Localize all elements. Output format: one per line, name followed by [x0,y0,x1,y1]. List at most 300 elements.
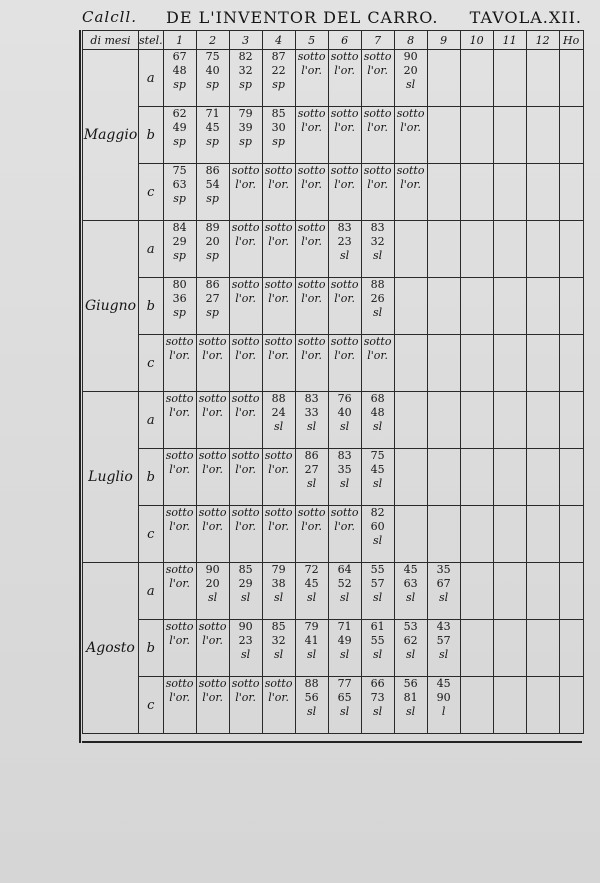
cell-value: 66 [370,677,385,690]
cell-value: sotto [264,278,293,291]
cell-value: sotto [198,449,227,462]
cell-value: sl [307,591,317,604]
cell-value: sl [373,705,383,718]
hour-cell [163,50,196,107]
column-header: 1 [163,31,196,50]
cell-value: sotto [330,506,359,519]
cell-value: sotto [396,164,425,177]
cell-value: 90 [436,691,451,704]
hour-cell [493,563,526,620]
hour-cell [229,563,262,620]
cell-value: sotto [198,392,227,405]
cell-value: sp [239,135,252,148]
hour-cell [328,506,361,563]
star-letter: c [139,164,164,221]
hour-cell [361,50,394,107]
hour-cell [460,392,493,449]
hour-cell [394,392,427,449]
cell-value: 35 [436,563,451,576]
cell-value: 29 [238,577,253,590]
cell-value: sp [206,78,219,91]
hour-cell [295,221,328,278]
cell-value: l'or. [235,235,256,248]
cell-value: 38 [271,577,286,590]
cell-value: sl [208,591,218,604]
hour-cell [229,335,262,392]
cell-value: sp [173,306,186,319]
cell-value: sotto [297,221,326,234]
hour-cell [361,563,394,620]
hour-cell [394,107,427,164]
cell-value: sotto [231,335,260,348]
hour-cell [427,50,460,107]
star-letter: b [139,620,164,677]
cell-value: l [441,705,446,718]
hour-cell [295,506,328,563]
hour-cell [262,506,295,563]
cell-value: l'or. [235,691,256,704]
hour-cell [196,164,229,221]
month-name: Maggio [83,50,139,221]
hour-cell [427,620,460,677]
hour-cell [295,278,328,335]
hour-cell [196,107,229,164]
hour-cell [361,221,394,278]
cell-value: l'or. [334,121,355,134]
cell-value: 29 [172,235,187,248]
cell-value: 45 [205,121,220,134]
hour-cell [427,107,460,164]
hour-cell [394,164,427,221]
cell-value: sotto [165,392,194,405]
cell-value: 63 [403,577,418,590]
cell-value: sotto [330,50,359,63]
cell-value: sotto [264,506,293,519]
cell-value: l'or. [268,349,289,362]
star-letter: b [139,278,164,335]
cell-value: sotto [330,164,359,177]
cell-value: 40 [205,64,220,77]
hour-cell [328,164,361,221]
cell-value: sp [239,78,252,91]
cell-value: sotto [297,278,326,291]
cell-value: l'or. [169,634,190,647]
hour-cell [493,620,526,677]
cell-value: l'or. [235,292,256,305]
cell-value: sl [340,420,350,433]
cell-value: l'or. [169,691,190,704]
hour-cell [361,278,394,335]
cell-value: 75 [370,449,385,462]
hour-cell [460,50,493,107]
hour-cell [229,620,262,677]
cell-value: l'or. [334,292,355,305]
hour-cell [229,107,262,164]
column-header: 12 [526,31,559,50]
cell-value: 56 [304,691,319,704]
cell-value: 53 [403,620,418,633]
cell-value: 32 [238,64,253,77]
month-name: Luglio [83,392,139,563]
cell-value: l'or. [202,634,223,647]
star-letter: b [139,449,164,506]
cell-value: sotto [231,677,260,690]
hour-cell [427,677,460,734]
cell-value: 49 [337,634,352,647]
column-header: 6 [328,31,361,50]
hour-cell [328,677,361,734]
cell-value: 79 [238,107,253,120]
column-header: 9 [427,31,460,50]
hour-cell [295,677,328,734]
hour-cell [196,221,229,278]
month-name: Giugno [83,221,139,392]
hour-cell [526,278,559,335]
cell-value: 33 [304,406,319,419]
table-body [83,50,584,734]
hour-cell [295,563,328,620]
hour-cell [262,335,295,392]
hour-cell [427,221,460,278]
cell-value: l'or. [169,349,190,362]
cell-value: 45 [370,463,385,476]
column-header: 10 [460,31,493,50]
cell-value: sotto [297,50,326,63]
cell-value: 64 [337,563,352,576]
hour-end-cell [559,164,583,221]
hour-cell [460,677,493,734]
cell-value: sotto [363,164,392,177]
cell-value: l'or. [301,235,322,248]
hour-end-cell [559,107,583,164]
hour-cell [262,677,295,734]
column-header: di mesi [83,31,139,50]
cell-value: 82 [370,506,385,519]
hour-cell [262,50,295,107]
table-row [83,221,584,278]
hour-cell [163,107,196,164]
cell-value: 80 [172,278,187,291]
hour-cell [460,164,493,221]
cell-value: 41 [304,634,319,647]
hour-cell [361,677,394,734]
cell-value: l'or. [301,520,322,533]
hour-cell [328,50,361,107]
cell-value: 82 [238,50,253,63]
cell-value: sotto [231,392,260,405]
cell-value: 62 [172,107,187,120]
cell-value: 45 [403,563,418,576]
hour-cell [163,221,196,278]
cell-value: sp [272,135,285,148]
cell-value: sotto [330,335,359,348]
cell-value: l'or. [334,349,355,362]
hour-cell [196,563,229,620]
cell-value: 20 [205,577,220,590]
hour-cell [328,620,361,677]
cell-value: 35 [337,463,352,476]
cell-value: l'or. [301,349,322,362]
cell-value: 63 [172,178,187,191]
cell-value: 67 [172,50,187,63]
cell-value: l'or. [268,292,289,305]
cell-value: 32 [370,235,385,248]
cell-value: 43 [436,620,451,633]
hour-cell [196,50,229,107]
hour-cell [361,449,394,506]
hour-cell [163,335,196,392]
cell-value: 85 [271,620,286,633]
hour-cell [328,563,361,620]
cell-value: sotto [297,107,326,120]
hour-cell [460,563,493,620]
cell-value: l'or. [268,520,289,533]
cell-value: 67 [436,577,451,590]
left-border-rule [79,30,81,743]
hour-cell [493,221,526,278]
cell-value: l'or. [268,178,289,191]
cell-value: 27 [304,463,319,476]
hour-cell [262,563,295,620]
cell-value: sotto [165,506,194,519]
cell-value: 75 [172,164,187,177]
cell-value: 87 [271,50,286,63]
cell-value: sl [373,249,383,262]
cell-value: l'or. [202,406,223,419]
cell-value: sl [373,591,383,604]
star-letter: b [139,107,164,164]
table-row [83,506,584,563]
cell-value: l'or. [301,64,322,77]
cell-value: l'or. [235,463,256,476]
cell-value: 62 [403,634,418,647]
cell-value: 55 [370,563,385,576]
cell-value: l'or. [367,64,388,77]
cell-value: sl [340,249,350,262]
hour-cell [493,506,526,563]
cell-value: 73 [370,691,385,704]
hour-cell [460,449,493,506]
star-letter: a [139,563,164,620]
hour-cell [361,392,394,449]
cell-value: sp [173,78,186,91]
hour-cell [262,278,295,335]
cell-value: sl [373,306,383,319]
cell-value: sotto [264,335,293,348]
cell-value: sl [307,477,317,490]
cell-value: 23 [337,235,352,248]
cell-value: sl [307,705,317,718]
cell-value: 54 [205,178,220,191]
table-row [83,620,584,677]
cell-value: sotto [198,506,227,519]
cell-value: sl [373,477,383,490]
month-name: Agosto [83,563,139,734]
hour-cell [262,449,295,506]
cell-value: 88 [370,278,385,291]
hour-cell [163,506,196,563]
hour-end-cell [559,335,583,392]
hour-cell [526,221,559,278]
cell-value: 75 [205,50,220,63]
cell-value: l'or. [301,292,322,305]
cell-value: sl [340,648,350,661]
hour-cell [262,392,295,449]
hour-cell [196,278,229,335]
hour-cell [493,50,526,107]
cell-value: sl [406,648,416,661]
cell-value: 30 [271,121,286,134]
cell-value: 89 [205,221,220,234]
table-row [83,335,584,392]
cell-value: sl [241,591,251,604]
hour-end-cell [559,506,583,563]
hour-cell [229,392,262,449]
hour-cell [229,677,262,734]
cell-value: sl [373,648,383,661]
cell-value: 27 [205,292,220,305]
cell-value: l'or. [235,406,256,419]
hour-cell [361,335,394,392]
hour-cell [427,563,460,620]
star-letter: a [139,221,164,278]
cell-value: sl [406,705,416,718]
column-header: 5 [295,31,328,50]
hour-cell [460,221,493,278]
hour-cell [361,107,394,164]
hour-cell [526,449,559,506]
cell-value: sl [340,477,350,490]
cell-value: sl [274,420,284,433]
cell-value: 20 [205,235,220,248]
cell-value: sl [307,648,317,661]
hour-cell [526,164,559,221]
cell-value: l'or. [400,178,421,191]
astronomical-table [82,30,584,734]
hour-end-cell [559,563,583,620]
hour-cell [460,620,493,677]
hour-cell [229,221,262,278]
cell-value: l'or. [367,121,388,134]
hour-cell [526,677,559,734]
cell-value: 83 [337,221,352,234]
cell-value: 45 [304,577,319,590]
hour-cell [394,506,427,563]
hour-cell [427,278,460,335]
cell-value: 85 [271,107,286,120]
star-letter: a [139,50,164,107]
hour-cell [526,107,559,164]
hour-cell [295,449,328,506]
cell-value: 40 [337,406,352,419]
cell-value: sotto [231,278,260,291]
cell-value: sotto [363,107,392,120]
cell-value: l'or. [202,520,223,533]
cell-value: sotto [198,335,227,348]
cell-value: 26 [370,292,385,305]
column-header: 7 [361,31,394,50]
hour-cell [163,278,196,335]
hour-cell [394,50,427,107]
hour-cell [229,164,262,221]
hour-cell [295,335,328,392]
cell-value: sotto [264,677,293,690]
cell-value: l'or. [334,520,355,533]
hour-cell [229,449,262,506]
hour-end-cell [559,50,583,107]
cell-value: 65 [337,691,352,704]
cell-value: 48 [172,64,187,77]
cell-value: sp [173,249,186,262]
cell-value: sotto [363,335,392,348]
cell-value: sotto [330,107,359,120]
cell-value: l'or. [268,463,289,476]
column-header: 2 [196,31,229,50]
cell-value: l'or. [400,121,421,134]
hour-cell [163,677,196,734]
cell-value: sotto [165,677,194,690]
hour-cell [427,392,460,449]
cell-value: l'or. [169,577,190,590]
cell-value: 90 [205,563,220,576]
cell-value: 61 [370,620,385,633]
cell-value: 39 [238,121,253,134]
cell-value: 32 [271,634,286,647]
cell-value: 86 [205,278,220,291]
hour-cell [328,335,361,392]
hour-cell [196,449,229,506]
hour-end-cell [559,392,583,449]
hour-cell [295,50,328,107]
cell-value: sotto [396,107,425,120]
bottom-rule [82,741,582,743]
star-letter: c [139,677,164,734]
cell-value: 83 [304,392,319,405]
hour-cell [493,392,526,449]
cell-value: 90 [403,50,418,63]
cell-value: 88 [304,677,319,690]
hour-cell [526,563,559,620]
cell-value: sotto [231,449,260,462]
hour-cell [295,164,328,221]
hour-cell [394,335,427,392]
hour-cell [229,50,262,107]
hour-cell [328,107,361,164]
hour-cell [262,221,295,278]
hour-cell [526,335,559,392]
cell-value: sotto [231,506,260,519]
table-row [83,392,584,449]
cell-value: 23 [238,634,253,647]
hour-cell [394,677,427,734]
hour-cell [427,449,460,506]
cell-value: 71 [337,620,352,633]
hour-cell [394,278,427,335]
hour-cell [427,506,460,563]
hour-end-cell [559,449,583,506]
hour-cell [526,620,559,677]
cell-value: sotto [198,677,227,690]
cell-value: sl [373,420,383,433]
cell-value: sp [272,78,285,91]
hour-cell [295,107,328,164]
hour-cell [394,563,427,620]
column-header: 3 [229,31,262,50]
column-header: stel. [139,31,164,50]
cell-value: l'or. [169,406,190,419]
cell-value: 57 [370,577,385,590]
cell-value: l'or. [202,463,223,476]
